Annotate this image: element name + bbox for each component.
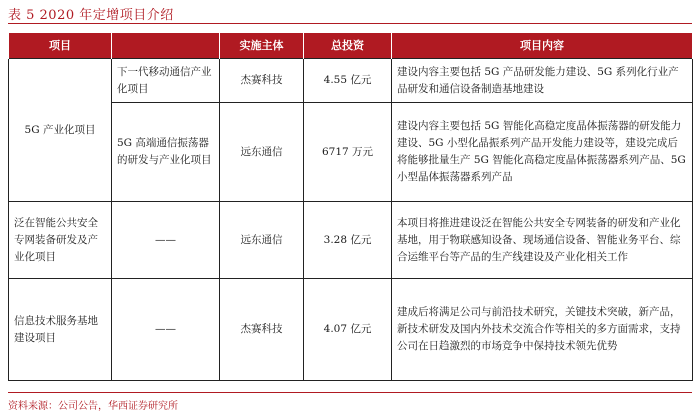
- investment-amount: 3.28 亿元: [304, 202, 392, 279]
- subproject-name: 5G 高端通信振荡器的研发与产业化项目: [112, 103, 220, 202]
- header-project: 项目: [9, 33, 112, 59]
- table-header-row: [9, 33, 693, 59]
- entity-name: 杰赛科技: [220, 279, 304, 381]
- source-note: 资料来源：公司公告，华西证券研究所: [8, 401, 178, 412]
- caption-rule: [8, 23, 692, 24]
- investment-amount: 6717 万元: [304, 103, 392, 202]
- project-name: 5G 产业化项目: [9, 59, 112, 202]
- table-row: [9, 103, 693, 202]
- header-investment: 总投资: [304, 33, 392, 59]
- table-row: [9, 202, 693, 279]
- project-name: 泛在智能公共安全专网装备研发及产业化项目: [9, 202, 112, 279]
- subproject-name: ——: [112, 202, 220, 279]
- project-name: 信息技术服务基地建设项目: [9, 279, 112, 381]
- table-caption: 表 5 2020 年定增项目介绍: [8, 8, 174, 23]
- header-subproject: [112, 33, 220, 59]
- header-content: 项目内容: [392, 33, 693, 59]
- table-row: [9, 59, 693, 103]
- investment-amount: 4.07 亿元: [304, 279, 392, 381]
- header-entity: 实施主体: [220, 33, 304, 59]
- source-rule: [8, 392, 692, 393]
- entity-name: 远东通信: [220, 202, 304, 279]
- table-row: [9, 279, 693, 381]
- project-content: 建成后将满足公司与前沿技术研究，关键技术突破，新产品，新技术研发及国内外技术交流合作等相关的多方面需求，支持公司在日趋激烈的市场竞争中保持技术领先优势: [392, 279, 693, 381]
- entity-name: 杰赛科技: [220, 59, 304, 103]
- project-content: 本项目将推进建设泛在智能公共安全专网装备的研发和产业化基地，用于物联感知设备、现场通信设备、智能业务平台、综合运维平台等产品的生产线建设及产业化相关工作: [392, 202, 693, 279]
- entity-name: 远东通信: [220, 103, 304, 202]
- project-content: 建设内容主要包括 5G 产品研发能力建设、5G 系列化行业产品研发和通信设备制造基地建设: [392, 59, 693, 103]
- investment-amount: 4.55 亿元: [304, 59, 392, 103]
- project-content: 建设内容主要包括 5G 智能化高稳定度晶体振荡器的研发能力建设、5G 小型化晶振系列产品开发能力建设等，建设完成后将能够批量生产 5G 智能化高稳定度晶体振荡器系列产品、5G 小型晶体振荡器系列产品: [392, 103, 693, 202]
- projects-table: [8, 33, 693, 381]
- subproject-name: ——: [112, 279, 220, 381]
- subproject-name: 下一代移动通信产业化项目: [112, 59, 220, 103]
